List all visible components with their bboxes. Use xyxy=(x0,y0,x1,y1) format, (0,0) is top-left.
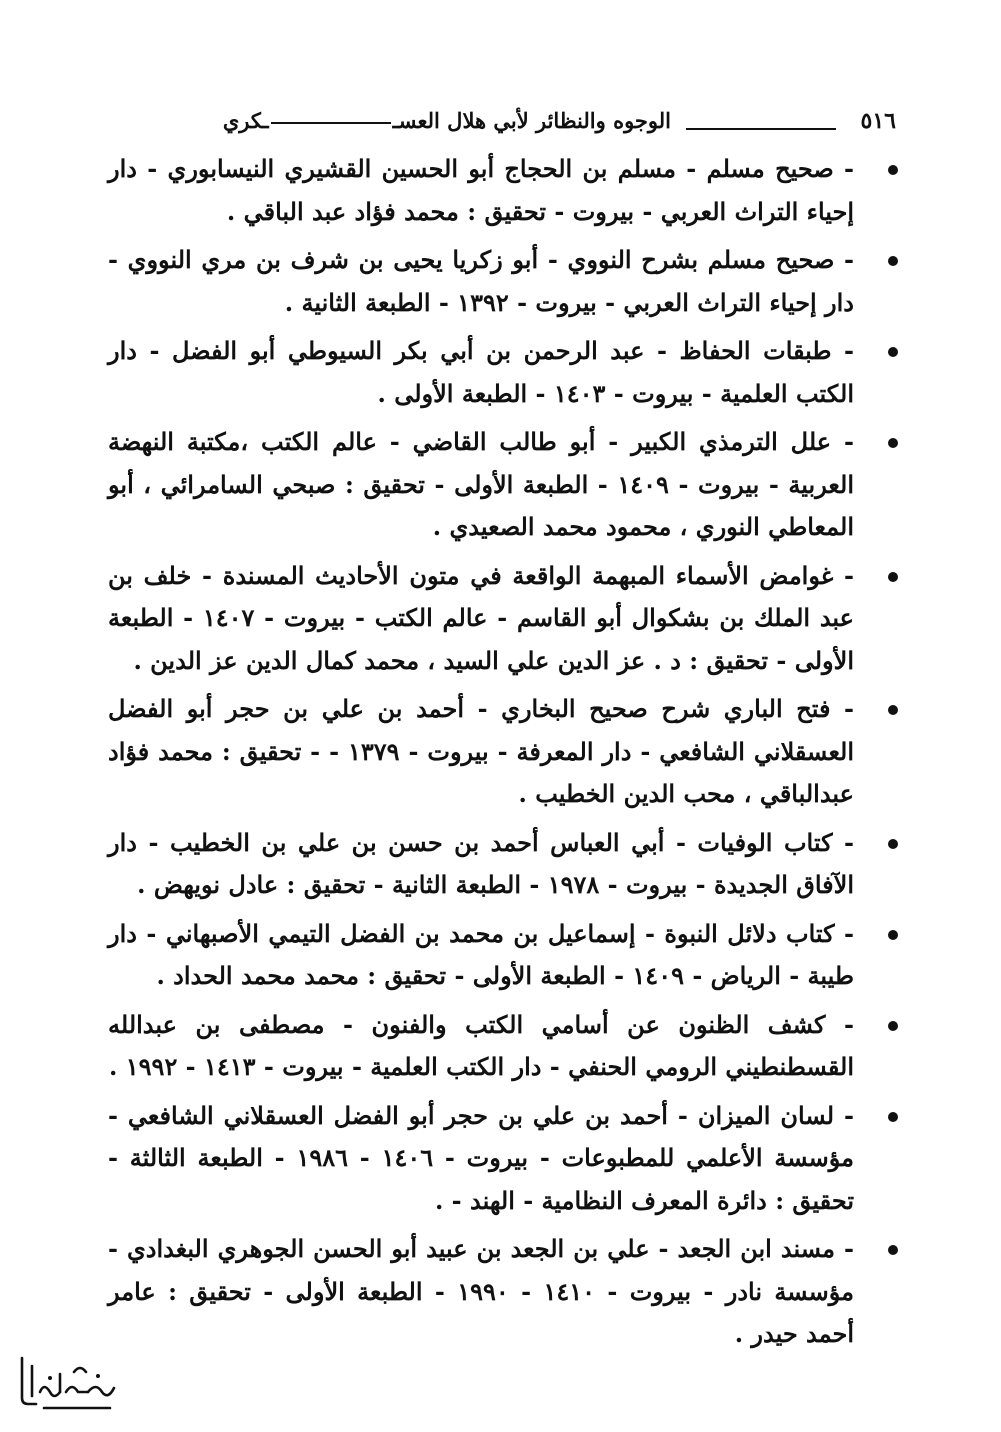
entry-text: - كتاب الوفيات - أبي العباس أحمد بن حسن بن علي بن الخطيب - دار الآفاق الجديدة - بيروت - ١٩٧٨ - الطبعة الثانية - تحقيق : عادل نويهض . xyxy=(108,827,854,899)
entry-text: - صحيح مسلم - مسلم بن الحجاج أبو الحسين القشيري النيسابوري - دار إحياء التراث العربي - بيروت - تحقيق : محمد فؤاد عبد الباقي . xyxy=(108,154,854,226)
bullet-icon xyxy=(888,1021,898,1031)
bibliography-entry xyxy=(108,148,898,233)
entry-text: - طبقات الحفاظ - عبد الرحمن بن أبي بكر السيوطي أبو الفضل - دار الكتب العلمية - بيروت - ١٤٠٣ - الطبعة الأولى . xyxy=(108,336,854,408)
running-title-start: الوجوه والنظائر لأبي هلال العسـ xyxy=(392,108,671,133)
bullet-icon xyxy=(888,438,898,448)
bibliography-entry xyxy=(108,1228,898,1356)
page-number: ٥١٦ xyxy=(860,108,896,134)
bibliography-entry xyxy=(108,330,898,415)
bullet-icon xyxy=(888,1245,898,1255)
bullet-icon xyxy=(888,347,898,357)
running-header xyxy=(100,108,896,148)
bibliography-entry xyxy=(108,421,898,549)
bibliography-entry xyxy=(108,555,898,683)
entry-text: - كشف الظنون عن أسامي الكتب والفنون - مصطفى بن عبدالله القسطنطيني الرومي الحنفي - دار الكتب العلمية - بيروت - ١٤١٣ - ١٩٩٢ . xyxy=(108,1009,854,1081)
bibliography-entry xyxy=(108,688,898,816)
bibliography-list xyxy=(108,148,898,1362)
bullet-icon xyxy=(888,930,898,940)
bibliography-entry xyxy=(108,239,898,324)
running-title-end: ـكري xyxy=(222,108,269,133)
entry-text: - فتح الباري شرح صحيح البخاري - أحمد بن علي بن حجر أبو الفضل العسقلاني الشافعي - دار المعرفة - بيروت - ١٣٧٩ - - تحقيق : محمد فؤاد عبدالباقي ، محب الدين الخطيب . xyxy=(108,694,855,808)
entry-text: - غوامض الأسماء المبهمة الواقعة في متون الأحاديث المسندة - خلف بن عبد الملك بن بشكوال أبو القاسم - عالم الكتب - بيروت - ١٤٠٧ - الطبعة الأولى - تحقيق : د . عز الدين علي السيد ، محمد كمال الدين عز الدين . xyxy=(108,560,854,675)
bibliography-entry xyxy=(108,1095,898,1223)
bullet-icon xyxy=(888,705,898,715)
publisher-logo-icon xyxy=(14,1352,124,1416)
bullet-icon xyxy=(888,839,898,849)
bullet-icon xyxy=(888,256,898,266)
entry-text: - صحيح مسلم بشرح النووي - أبو زكريا يحيى بن شرف بن مري النووي - دار إحياء التراث العربي - بيروت - ١٣٩٢ - الطبعة الثانية . xyxy=(108,245,854,317)
entry-text: - مسند ابن الجعد - علي بن الجعد بن عبيد أبو الحسن الجوهري البغدادي - مؤسسة نادر - بيروت - ١٤١٠ - ١٩٩٠ - الطبعة الأولى - تحقيق : عامر أحمد حيدر . xyxy=(108,1234,855,1348)
bibliography-entry xyxy=(108,913,898,998)
bullet-icon xyxy=(888,1112,898,1122)
entry-text: - كتاب دلائل النبوة - إسماعيل بن محمد بن الفضل التيمي الأصبهاني - دار طيبة - الرياض - ١٤٠٩ - الطبعة الأولى - تحقيق : محمد محمد الحداد . xyxy=(108,918,854,990)
entry-text: - علل الترمذي الكبير - أبو طالب القاضي - عالم الكتب ،مكتبة النهضة العربية - بيروت - ١٤٠٩ - الطبعة الأولى - تحقيق : صبحي السامرائي ، أبو المعاطي النوري ، محمود محمد الصعيدي . xyxy=(108,427,854,541)
running-title-kashida xyxy=(271,122,391,124)
bibliography-entry xyxy=(108,822,898,907)
bullet-icon xyxy=(888,165,898,175)
bullet-icon xyxy=(888,572,898,582)
running-title xyxy=(223,108,671,133)
entry-text: - لسان الميزان - أحمد بن علي بن حجر أبو الفضل العسقلاني الشافعي - مؤسسة الأعلمي للمطبوعات - بيروت - ١٤٠٦ - ١٩٨٦ - الطبعة الثالثة - تحقيق : دائرة المعرف النظامية - الهند - . xyxy=(108,1100,855,1215)
bibliography-entry xyxy=(108,1004,898,1089)
header-rule xyxy=(686,128,836,130)
